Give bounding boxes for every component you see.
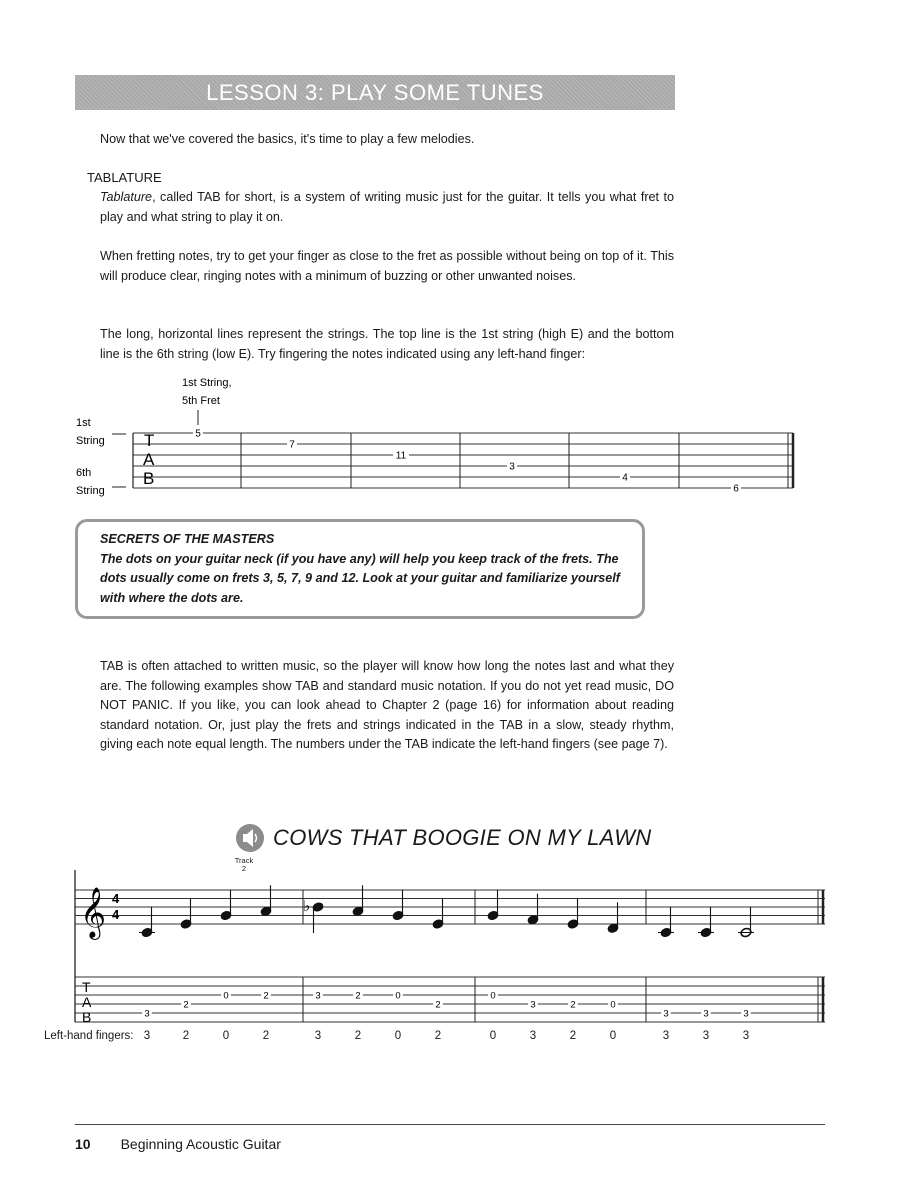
fretting-tip: When fretting notes, try to get your finger as close to the fret as possible without being on top of it. This will produce clear, ringing notes with a minimum of buzzing or other unwanted noises. [100,249,674,283]
lines-explanation: The long, horizontal lines represent the strings. The top line is the 1st string (high E) and the bottom line is the 6th string (low E). Try fingering the notes indicated using any left-hand finger: [100,327,674,361]
tab-fret-number: 3 [509,461,515,473]
lesson-banner [75,75,675,110]
lesson-title: LESSON 3: PLAY SOME TUNES [206,79,544,105]
finger-number: 3 [702,1030,710,1042]
book-title: Beginning Acoustic Guitar [120,1136,281,1152]
tab-clef-t: T [144,431,155,450]
tab-clef-a: A [143,450,155,469]
intro-text: Now that we've covered the basics, it's time to play a few melodies. [100,132,475,146]
song-fret-number: 3 [703,1008,709,1020]
tab-staff-lines [133,433,793,488]
footer-rule [75,1124,825,1125]
tab-example [0,370,900,510]
top-label-line1: 1st String, [182,377,232,389]
secrets-title: SECRETS OF THE MASTERS [100,532,275,546]
speaker-icon [235,823,265,853]
finger-number: 0 [394,1030,402,1042]
tab-fret-number: 11 [395,450,407,462]
track-number: 2 [241,864,247,873]
finger-number: 3 [143,1030,151,1042]
finger-number: 2 [434,1030,442,1042]
top-label-line2: 5th Fret [182,395,220,407]
treble-clef: 𝄞 [80,888,107,937]
string1-label-a: 1st [76,417,91,429]
song-fret-number: 2 [435,999,441,1011]
song-fret-number: 3 [144,1008,150,1020]
song-notation [0,870,900,1030]
song-tab-clef-b: B [82,1009,92,1025]
tab-fret-number: 4 [622,472,628,484]
song-tab-clef-t: T [82,979,91,995]
string6-label-b: String [76,485,105,497]
song-fret-number: 2 [183,999,189,1011]
song-fret-number: 0 [490,990,496,1002]
finger-number: 3 [662,1030,670,1042]
string1-label-b: String [76,435,105,447]
finger-number: 2 [262,1030,270,1042]
song-fret-number: 2 [355,990,361,1002]
secrets-body: The dots on your guitar neck (if you have any) will help you keep track of the frets. The dots usually come on frets 3, 5, 7, 9 and 12. Look at your guitar and familiarize yourself with where the dots are. [100,551,620,605]
tab-clef-b: B [143,469,155,488]
music-staff-lines [75,890,825,924]
song-title-row [235,822,651,854]
tab-example-notes [193,427,741,495]
page-number: 10 [75,1136,91,1152]
flat-sign: ♭ [303,898,311,915]
tablature-term: Tablature [100,190,153,204]
track-label: Track [234,856,254,865]
tablature-definition-text: , called TAB for short, is a system of writing music just for the guitar. It tells you what fret to play and what string to play it on. [100,190,674,224]
song-fret-number: 2 [263,990,269,1002]
song-fret-number: 3 [315,990,321,1002]
time-signature-top: 4 [112,891,120,906]
song-fret-number: 3 [743,1008,749,1020]
secrets-callout [75,519,645,619]
finger-number: 2 [569,1030,577,1042]
tab-fret-number: 7 [289,439,295,451]
finger-number: 2 [182,1030,190,1042]
tab-fret-number: 5 [195,428,201,440]
song-fret-number: 3 [663,1008,669,1020]
song-barlines [303,890,823,1022]
tab-fret-number: 6 [733,483,739,495]
finger-number: 2 [354,1030,362,1042]
finger-number: 3 [742,1030,750,1042]
song-fret-number: 3 [530,999,536,1011]
string6-label-a: 6th [76,467,92,479]
time-signature-bottom: 4 [112,907,120,922]
song-fret-number: 0 [610,999,616,1011]
tablature-definition [100,188,674,227]
finger-number: 0 [609,1030,617,1042]
notation-paragraph: TAB is often attached to written music, so the player will know how long the notes last and what they are. The following examples show TAB and standard music notation. If you do not yet read music, DO NOT PANIC. If you like, you can look ahead to Chapter 2 (page 16) for information about reading standard notation. Or, just play the frets and strings indicated in the TAB in a slow, steady rhythm, giving each note equal length. The numbers under the TAB indicate the left-hand fingers (see page 7). [100,659,674,751]
song-notes [139,885,754,938]
finger-number: 3 [529,1030,537,1042]
song-title: COWS THAT BOOGIE ON MY LAWN [273,825,652,850]
song-fret-number: 2 [570,999,576,1011]
page-footer [75,1136,281,1152]
finger-number: 0 [489,1030,497,1042]
song-tab-clef-a: A [82,994,92,1010]
fingers-label: Left-hand fingers: [44,1030,134,1042]
finger-number: 3 [314,1030,322,1042]
song-fret-number: 0 [223,990,229,1002]
finger-number: 0 [222,1030,230,1042]
tablature-heading: TABLATURE [87,170,162,185]
song-fret-number: 0 [395,990,401,1002]
